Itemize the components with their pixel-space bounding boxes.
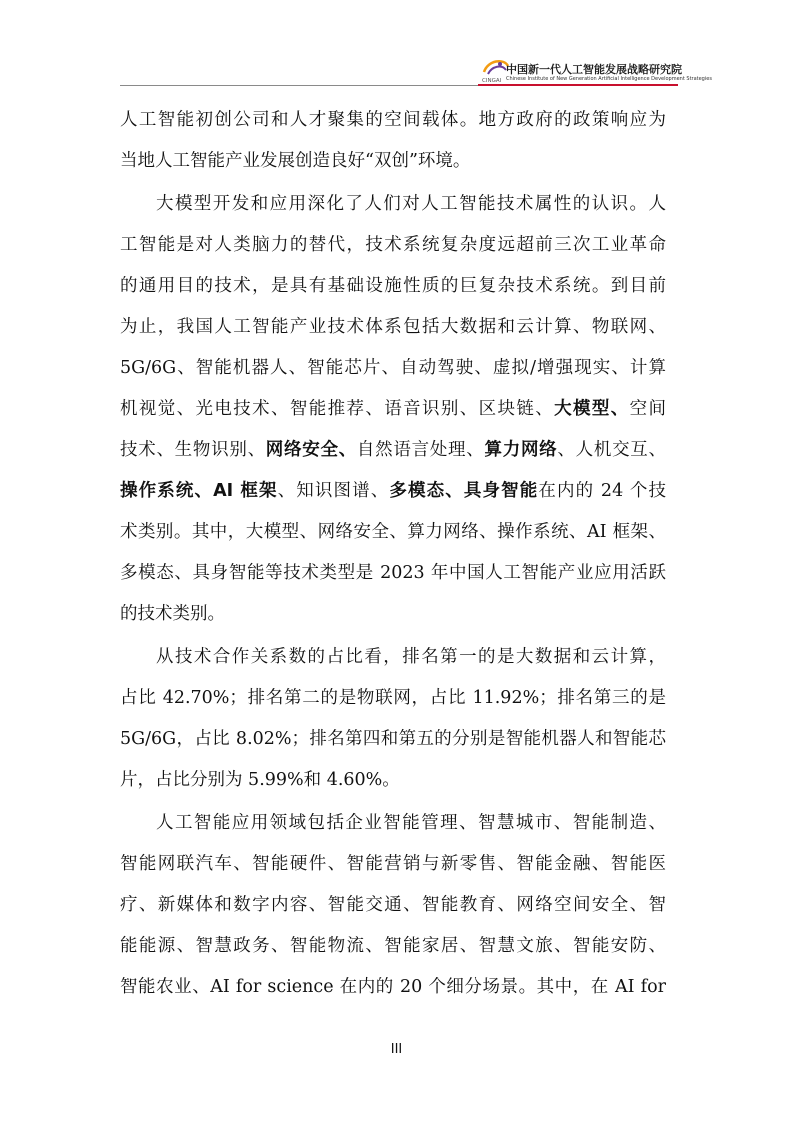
text-line: 机视觉、光电技术、智能推荐、语音识别、区块链、大模型、空间 bbox=[120, 399, 666, 419]
text-line: 多模态、具身智能等技术类型是 2023 年中国人工智能产业应用活跃 bbox=[120, 563, 666, 583]
text-line: 5G/6G、智能机器人、智能芯片、自动驾驶、虚拟/增强现实、计算 bbox=[120, 358, 666, 378]
header-rule-red bbox=[478, 84, 678, 86]
text-line: 智能农业、AI for science 在内的 20 个细分场景。其中，在 AI for bbox=[120, 977, 666, 997]
body-text bbox=[120, 100, 666, 1008]
text-line: 工智能是对人类脑力的替代，技术系统复杂度远超前三次工业革命 bbox=[120, 235, 666, 255]
text-line: 为止，我国人工智能产业技术体系包括大数据和云计算、物联网、 bbox=[120, 317, 666, 337]
text-line: 人工智能应用领域包括企业智能管理、智慧城市、智能制造、 bbox=[156, 813, 666, 833]
text-line: 片，占比分别为 5.99%和 4.60%。 bbox=[120, 770, 400, 790]
org-name-en: Chinese Institute of New Generation Artificial Intelligence Development Strategies bbox=[506, 76, 712, 82]
text-line: 能能源、智慧政务、智能物流、智能家居、智慧文旅、智能安防、 bbox=[120, 936, 666, 956]
text-line: 智能网联汽车、智能硬件、智能营销与新零售、智能金融、智能医 bbox=[120, 854, 666, 874]
bold-term: 多模态、具身智能 bbox=[389, 481, 539, 501]
text-line: 大模型开发和应用深化了人们对人工智能技术属性的认识。人 bbox=[156, 194, 666, 214]
text-line: 技术、生物识别、网络安全、自然语言处理、算力网络、人机交互、 bbox=[120, 440, 666, 460]
text-line: 术类别。其中，大模型、网络安全、算力网络、操作系统、AI 框架、 bbox=[120, 522, 666, 542]
header-rule-gray bbox=[120, 85, 478, 86]
org-name-cn: 中国新一代人工智能发展战略研究院 bbox=[506, 63, 682, 76]
text-line: 操作系统、AI 框架、知识图谱、多模态、具身智能在内的 24 个技 bbox=[120, 481, 666, 501]
text-line: 占比 42.70%；排名第二的是物联网，占比 11.92%；排名第三的是 bbox=[120, 688, 666, 708]
text-line: 从技术合作关系数的占比看，排名第一的是大数据和云计算， bbox=[156, 647, 666, 667]
text-line: 疗、新媒体和数字内容、智能交通、智能教育、网络空间安全、智 bbox=[120, 895, 666, 915]
text-line: 的技术类别。 bbox=[120, 604, 225, 624]
bold-term: 网络安全、 bbox=[265, 440, 357, 460]
text-line: 5G/6G，占比 8.02%；排名第四和第五的分别是智能机器人和智能芯 bbox=[120, 729, 666, 749]
bold-term: 操作系统、AI 框架 bbox=[120, 481, 278, 501]
page-header bbox=[0, 0, 793, 92]
text-line: 当地人工智能产业发展创造良好“双创”环境。 bbox=[120, 151, 471, 171]
text-line: 的通用目的技术，是具有基础设施性质的巨复杂技术系统。到目前 bbox=[120, 276, 666, 296]
bold-term: 大模型、 bbox=[554, 399, 630, 419]
bold-term: 算力网络 bbox=[484, 440, 558, 460]
logo-text: CINGAI bbox=[482, 78, 502, 84]
text-line: 人工智能初创公司和人才聚集的空间载体。地方政府的政策响应为 bbox=[120, 110, 666, 130]
page-number: III bbox=[390, 1042, 403, 1057]
